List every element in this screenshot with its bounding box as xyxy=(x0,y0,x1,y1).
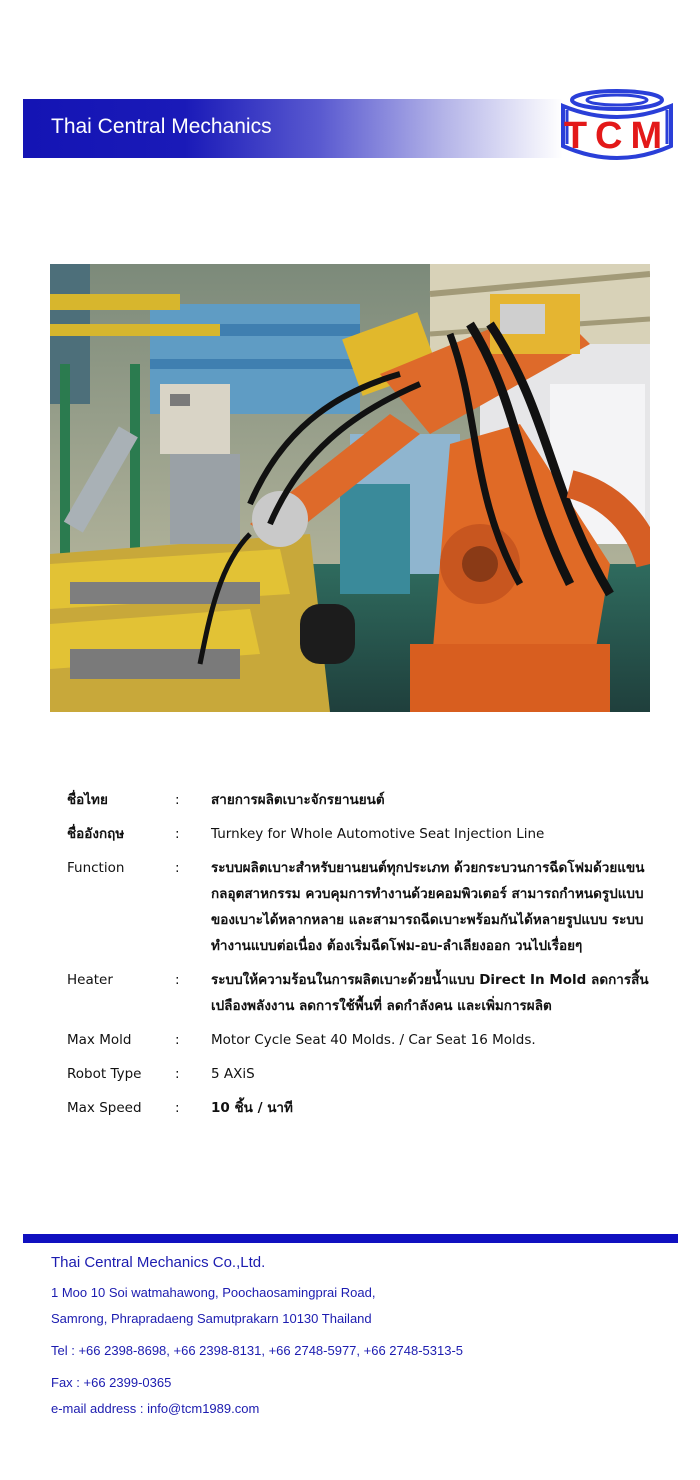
spec-colon: : xyxy=(175,792,180,808)
tcm-logo xyxy=(555,86,679,170)
spec-table xyxy=(67,787,667,1129)
spec-value: 10 ชิ้น / นาที xyxy=(211,1100,293,1116)
spec-colon: : xyxy=(175,860,180,876)
spec-colon: : xyxy=(175,826,180,842)
footer-email[interactable]: e-mail address : info@tcm1989.com xyxy=(51,1401,260,1416)
spec-row-max-speed xyxy=(67,1095,667,1121)
logo-text: TCM xyxy=(563,115,671,157)
spec-colon: : xyxy=(175,1100,180,1116)
page-title: Thai Central Mechanics xyxy=(51,115,272,138)
spec-label: ชื่ออังกฤษ xyxy=(67,826,125,842)
spec-value: ระบบผลิตเบาะสำหรับยานยนต์ทุกประเภท ด้วยกระบวนการฉีดโฟมด้วยแขนกลอุตสาหกรรม ควบคุมการทำงานด้วยคอมพิวเตอร์ สามารถกำหนดรูปแบบของเบาะได้หลากหลาย และสามารถฉีดเบาะพร้อมกันได้หลายรูปแบบ ระบบทำงานแบบต่อเนื่อง ต้องเริ่มฉีดโฟม-อบ-ลำเลียงออก วนไปเรื่อยๆ xyxy=(211,860,645,954)
spec-value: ระบบให้ความร้อนในการผลิตเบาะด้วยน้ำแบบ Direct In Mold ลดการสิ้นเปลืองพลังงาน ลดการใช้พื้นที่ ลดกำลังคน และเพิ่มการผลิต xyxy=(211,972,649,1014)
footer-company: Thai Central Mechanics Co.,Ltd. xyxy=(51,1254,266,1271)
spec-colon: : xyxy=(175,1066,180,1082)
spec-value: Motor Cycle Seat 40 Molds. / Car Seat 16 Molds. xyxy=(211,1032,536,1048)
robot-line-image xyxy=(50,264,650,712)
spec-label: ชื่อไทย xyxy=(67,792,108,808)
footer-divider xyxy=(23,1234,678,1243)
spec-row-english-name xyxy=(67,821,667,847)
spec-row-thai-name xyxy=(67,787,667,813)
spec-value: Turnkey for Whole Automotive Seat Injection Line xyxy=(211,826,545,842)
spec-label: Heater xyxy=(67,972,113,988)
spec-label: Max Speed xyxy=(67,1100,142,1116)
spec-row-max-mold xyxy=(67,1027,667,1053)
spec-value: สายการผลิตเบาะจักรยานยนต์ xyxy=(211,792,385,808)
footer-contact xyxy=(51,1254,463,1427)
product-photo xyxy=(50,264,650,712)
footer-tel: Tel : +66 2398-8698, +66 2398-8131, +66 2748-5977, +66 2748-5313-5 xyxy=(51,1343,464,1358)
footer-address-line1: 1 Moo 10 Soi watmahawong, Poochaosamingprai Road, xyxy=(51,1285,376,1300)
spec-row-robot-type xyxy=(67,1061,667,1087)
spec-label: Function xyxy=(67,860,125,876)
spec-colon: : xyxy=(175,1032,180,1048)
spec-value: 5 AXiS xyxy=(211,1066,255,1082)
spec-row-function xyxy=(67,855,667,959)
header-banner xyxy=(23,99,563,158)
spec-label: Max Mold xyxy=(67,1032,132,1048)
spec-label: Robot Type xyxy=(67,1066,142,1082)
footer-address-line2: Samrong, Phrapradaeng Samutprakarn 10130 Thailand xyxy=(51,1311,372,1326)
footer-fax: Fax : +66 2399-0365 xyxy=(51,1375,172,1390)
spec-colon: : xyxy=(175,972,180,988)
spec-row-heater xyxy=(67,967,667,1019)
